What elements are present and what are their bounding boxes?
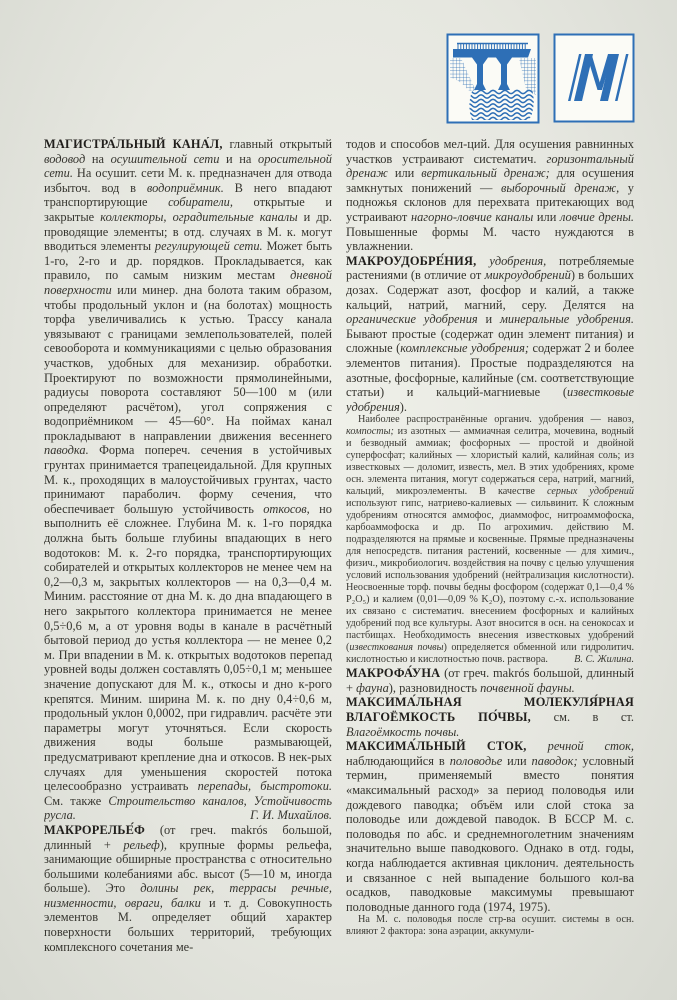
text-run: Повышенные формы М. часто нуждаются в увлажнении.	[346, 224, 634, 254]
text-run: откосов,	[263, 501, 310, 516]
text-run: перепады, быстротоки.	[197, 779, 332, 794]
entry-makroudobreniya	[346, 254, 634, 415]
entry-headword: МАГИСТРА́ЛЬНЫЙ КАНА́Л,	[44, 137, 230, 151]
text-run: известковые удобрения	[346, 385, 634, 414]
text-run: известкования почвы	[349, 642, 444, 654]
continuation-makrorelief	[346, 137, 634, 254]
text-run: паводок;	[531, 753, 578, 768]
text-run: ) в больших дозах. Содержат азот, фосфор и калий, а также кальций, натрий, магний, серу. Делятся на	[346, 268, 634, 312]
entry-headword: МАКРОРЕЛЬЕ́Ф	[44, 822, 145, 837]
text-run: водовод	[44, 151, 86, 166]
text-run: Строительство каналов, Устойчивость русла.	[44, 793, 332, 823]
text-run: содержат 2 и более элементов питания). Простые подразделяются на азотные, фосфорные, калийные (см. соответствующие статьи) и кальций-магниевые (	[346, 341, 634, 400]
text-run: и	[477, 312, 501, 327]
text-run: На осушит. сети М. к. предназначен для отвода избыточ. вод в	[44, 166, 332, 195]
text-run: Может быть 1-го, 2-го и др. порядков. Прокладывается, как правило, по самым низким местам	[44, 239, 332, 283]
text-run: водоприёмник.	[146, 180, 224, 195]
text-run: нагорно-ловчие каналы	[410, 209, 534, 224]
text-run: вертикальный дренаж;	[421, 166, 550, 181]
text-run: на	[85, 151, 111, 166]
text-run: или	[533, 209, 560, 224]
text-run: выборочный дренаж,	[500, 180, 620, 195]
text-run: условный термин, применяемый вместо понятия «максимальный расход» за период половодья или дождевого паводка; объём или слой стока за половодье или дождевой паводок. В БССР М. с. половодья по абс. и среднемноголетним значениям значительно выше паводкового. Однако в отд. годы, когда наблюдается активная циклонич. деятельность и связанное с ней выпадение большого кол-ва осадков, паводковые максимумы превышают половодные данного года (1974, 1975).	[346, 753, 634, 914]
text-run: См. также	[44, 793, 109, 808]
text-run: потребляемые растениями (в отличие от	[346, 253, 634, 283]
text-run: органические удобрения	[346, 312, 478, 327]
left-column	[44, 137, 332, 967]
text-run: наблюдающийся в	[346, 753, 450, 768]
note-makroudobreniya	[346, 414, 634, 666]
text-run: собиратели,	[168, 195, 233, 210]
text-run: (от греч. makrós большой, длинный +	[346, 666, 634, 695]
text-run: половодье	[449, 753, 503, 768]
entry-makrorelief	[44, 823, 332, 954]
right-column	[346, 137, 634, 967]
page-emblems	[446, 33, 635, 124]
entry-magistralny-kanal	[44, 137, 332, 823]
entry-maksimalny-stok	[346, 739, 634, 914]
text-run: главный открытый	[229, 137, 332, 151]
text-run: и др. проводящие элементы; в отд. случаях в М. к. могут вводиться элементы	[44, 209, 332, 254]
text-run: или	[502, 753, 532, 768]
text-run: или	[387, 166, 422, 181]
text-run: см. в ст.	[553, 710, 634, 725]
text-run: Влагоёмкость почвы.	[346, 724, 460, 739]
bridge-deck	[453, 49, 531, 58]
text-run: серных удобрений	[546, 486, 634, 498]
entry-headword: МАКСИМА́ЛЬНЫЙ СТОК,	[346, 739, 548, 754]
entry-headword: МАКРОУДОБРЕ́НИЯ,	[346, 253, 490, 268]
text-run: ), разновидность	[388, 680, 481, 695]
entry-headword: МАКСИМА́ЛЬНАЯ МОЛЕКУЛЯ́РНАЯ ВЛАГОЁМКОСТЬ ПО́ЧВЫ,	[346, 695, 634, 725]
entry-makrofauna	[346, 666, 634, 695]
text-run: ), крупные формы рельефа, занимающие обширные пространства с относительно большими колебаниями абс. высот (5—10 м, иногда больше). Это	[44, 837, 332, 896]
text-run: Форма попереч. сечения в устойчивых грунтах принимается трапецеидальной. Для крупных М. к., проходящих в малоустойчивых грунтах, часто принимают параболич. форму сечения, что обеспечивает большую устойчивость	[44, 443, 332, 516]
text-run: дневной поверхности	[44, 268, 332, 297]
text-run: из азотных — аммиачная селитра, мочевина, водный и безводный аммиак; фосфорных — простой и двойной суперфосфат; калийных — хлористый калий, калийная соль; из известковых — доломит, известь, мел. В этих удобрениях, кроме осн. элемента питания, могут содержаться сера, натрий, магний, кальций, микроэлементы. В качестве	[346, 426, 634, 498]
text-run: коллекторы, оградительные каналы	[100, 209, 298, 224]
text-run: но выполнить её сложнее. Глубина М. к. 1-го порядка должна быть больше глубины впадающих в него водотоков: М. к. 2-го порядка, транспортирующих собирателей и открытых коллекторов не менее чем на 0,2—0,3 м, закрытых коллекторов — на 0,3—0,4 м. Миним. расстояние от дна М. к. до дна впадающего в него закрытого коллектора принимается не менее 0,5÷0,6 м, а от уровня воды в канале в расчётный бытовой период до устья коллектора — не менее 0,2 м. При впадении в М. к. открытых водотоков перепад уровней воды должен составлять 0,05÷0,1 м; меньшее значение допускают для М. к., откосы и дно к-рого крепятся. Миним. ширина М. к. по дну 0,4÷0,6 м, продольный уклон 0,0002, при гидравлич. расчёте эти параметры могут уточняться. Если скорость движения воды больше размывающей, предусматривают крепление дна и откосов. В нек-рых случаях для уменьшения скоростей потока целесообразно устраивать	[44, 501, 332, 794]
text-run: ).	[399, 399, 408, 414]
text-run: долины рек, террасы речные, низменности, овраги, балки	[44, 881, 332, 910]
text-run: фауна	[356, 680, 389, 695]
text-run: паводка.	[44, 443, 89, 458]
text-run: почвенной фауны.	[480, 680, 575, 695]
text-run: речной сток,	[547, 739, 634, 754]
text-run: у подножья склонов для перехвата притекающих вод устраивают	[346, 180, 634, 224]
text-run: используют гипс, натриево-калиевых — сильвинит. К сложным удобрениям относятся аммофос, диаммофос, нитроаммофоска, карбоаммофоска и др. По агрохимич. действию М. подразделяются на прямые и косвенные. Прямые предназначены для непосредств. питания растений, косвенные — для химич., физич., микробиологич. воздействия на почву с целью улучшения условий использования удобрений (нейтрализация кислотности). Неосвоенные торф. почвы бедны фосфором (содержат 0,1—0,4 % P₂O₅) и калием (0,01—0,09 % K₂O), поэтому с.-х. использование их связано с систематич. внесением фосфорных и калийных удобрений под все культуры. Азот вносится в осн. на сенокосах и пастбищах. Необходимость внесения известковых удобрений (	[346, 498, 634, 654]
text-run: ) определяется обменной или гидролитич. кислотностью и кислотностью почв. раствора.	[346, 642, 634, 666]
text-run: Наиболее распространённые органич. удобрения — навоз,	[358, 414, 634, 426]
text-columns	[44, 137, 634, 967]
text-run: и на	[219, 151, 258, 166]
text-run: ловчие дрены.	[560, 209, 634, 224]
text-run: В него впадают транспортирующие	[44, 180, 332, 210]
note-maksimalny-stok	[346, 914, 634, 938]
bridge-water-logo	[446, 33, 540, 124]
text-run: минеральные удобрения.	[500, 312, 634, 327]
text-run: регулирующей сети.	[154, 239, 263, 254]
text-run: комплексные удобрения;	[400, 341, 529, 356]
text-run: горизонтальный дренаж	[346, 151, 634, 181]
author-signature: Г. И. Михайлов.	[250, 808, 332, 823]
text-run: оросительной сети.	[44, 151, 332, 181]
text-run: рельеф	[123, 837, 160, 852]
text-run: компосты;	[346, 426, 394, 438]
entry-maksimalnaya-vlagoyomkost	[346, 695, 634, 739]
text-run: тодов и способов мел-ций. Для осушения равнинных участков устраивают систематич.	[346, 137, 634, 166]
text-run: или минер. дна болота таким образом, чтобы продольный уклон и (на болотах) мощность торфа увеличивались к устью. Трассу канала увязывают с границами землепользователей, полей севооборота и коммуникациями с целью образования участков, удобных для механизир. обработки. Проектируют по возможности прямолинейными, радиусы поворота составляют 50—100 м (или определяют расчётом), угол сопряжения с водоприёмником — 45—60°. На поймах канал прокладывают в направлении движения весеннего	[44, 282, 332, 443]
author-signature: В. С. Жилина.	[574, 654, 634, 666]
entry-headword: МАКРОФА́УНА	[346, 666, 441, 681]
text-run: осушительной сети	[110, 151, 220, 166]
text-run: для осушения замкнутых понижений —	[346, 166, 634, 195]
text-run: удобрения,	[489, 253, 547, 268]
text-run: открытые и закрытые	[44, 195, 332, 224]
text-run: На М. с. половодья после стр-ва осушит. системы в осн. влияют 2 фактора: зона аэрации, аккумули-	[346, 914, 634, 938]
text-run: микроудобрений	[484, 268, 571, 283]
text-run: и т. д. Совокупность элементов М. определяет общий характер поверхности больших территорий, требующих комплексного сочетания ме-	[44, 895, 332, 954]
text-run: (от греч. makrós большой, длинный +	[44, 822, 332, 852]
text-run: Бывают простые (содержат один элемент питания) и сложные (	[346, 326, 634, 356]
letter-m-logo	[553, 33, 635, 123]
